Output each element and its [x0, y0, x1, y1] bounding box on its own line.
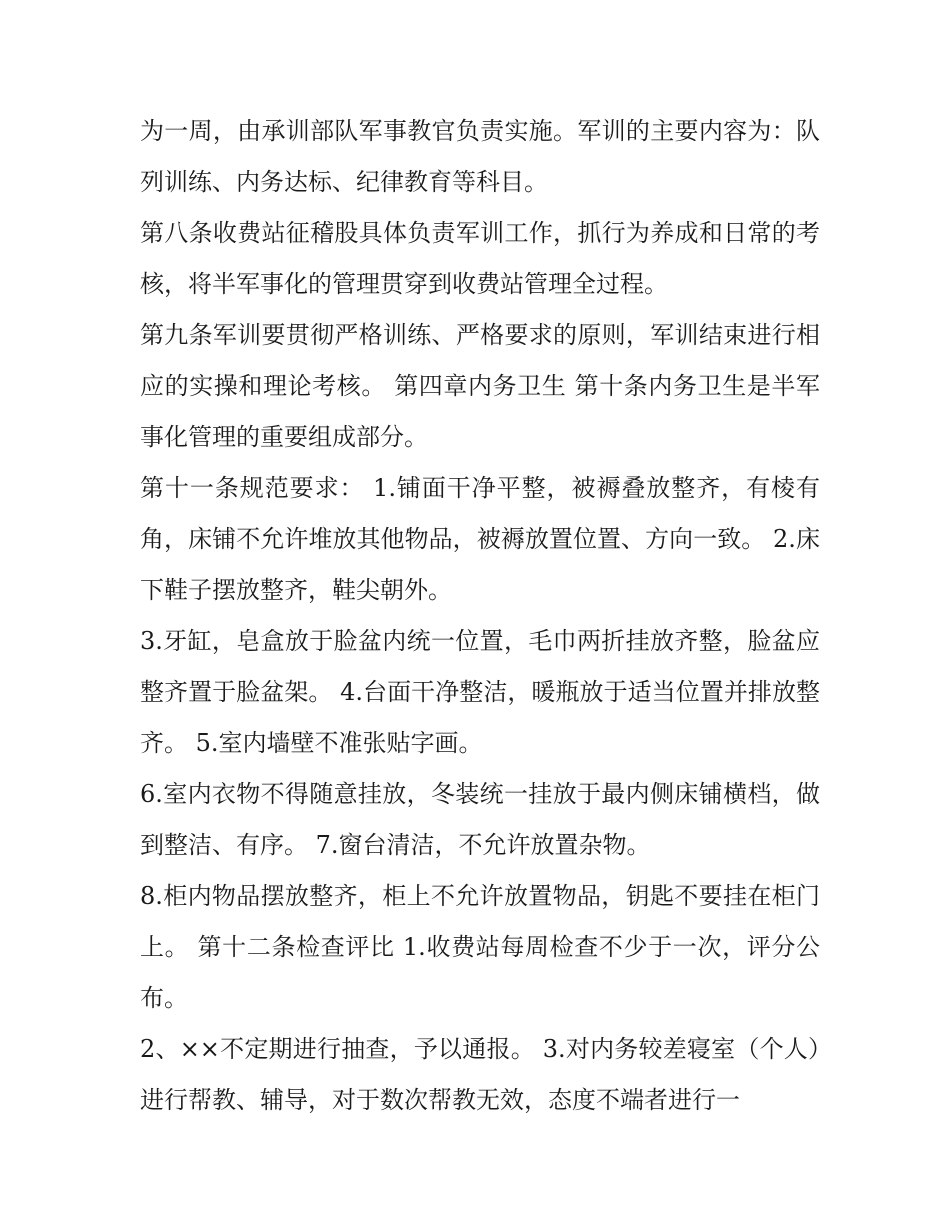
paragraph-inspection-items: 2、××不定期进行抽查，予以通报。 3.对内务较差寝室（个人）进行帮教、辅导，对于数次帮教无效，态度不端者进行一	[140, 1035, 820, 1114]
paragraph-article-9-10: 第九条军训要贯彻严格训练、严格要求的原则，军训结束进行相应的实操和理论考核。 第四章内务卫生 第十条内务卫生是半军事化管理的重要组成部分。	[140, 321, 820, 451]
paragraph-article-11: 第十一条规范要求： 1.铺面干净平整，被褥叠放整齐，有棱有角，床铺不允许堆放其他物品，被褥放置位置、方向一致。 2.床下鞋子摆放整齐，鞋尖朝外。	[140, 474, 820, 604]
paragraph-item-3-5: 3.牙缸，皂盒放于脸盆内统一位置，毛巾两折挂放齐整，脸盆应整齐置于脸盆架。 4.台面干净整洁，暖瓶放于适当位置并排放整齐。 5.室内墙壁不准张贴字画。	[140, 627, 820, 757]
paragraph-article-8: 第八条收费站征稽股具体负责军训工作，抓行为养成和日常的考核，将半军事化的管理贯穿到收费站管理全过程。	[140, 219, 820, 298]
paragraph-item-6-7: 6.室内衣物不得随意挂放，冬装统一挂放于最内侧床铺横档，做到整洁、有序。 7.窗台清洁，不允许放置杂物。	[140, 780, 820, 859]
paragraph-item-8-article-12: 8.柜内物品摆放整齐，柜上不允许放置物品，钥匙不要挂在柜门上。 第十二条检查评比 1.收费站每周检查不少于一次，评分公布。	[140, 882, 820, 1012]
document-body	[140, 106, 820, 1126]
paragraph-military-training-content: 为一周，由承训部队军事教官负责实施。军训的主要内容为：队列训练、内务达标、纪律教育等科目。	[140, 117, 820, 196]
